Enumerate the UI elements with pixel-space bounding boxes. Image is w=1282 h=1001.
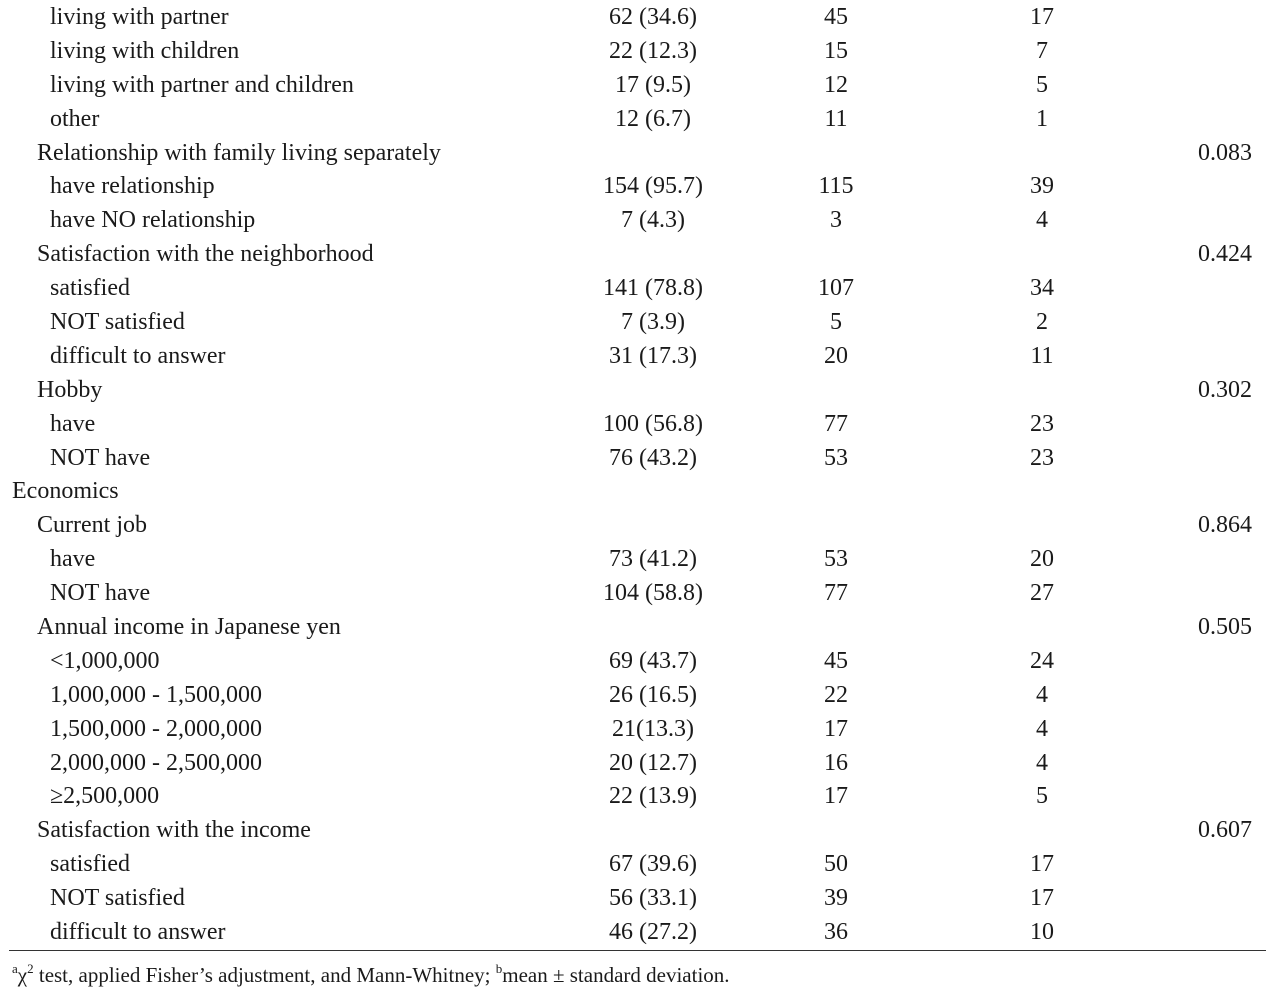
cell-group-2-count: 39 bbox=[1030, 173, 1054, 200]
cell-total-n-percent: 73 (41.2) bbox=[609, 546, 697, 573]
category-row bbox=[0, 713, 1282, 747]
cell-total-n-percent: 22 (12.3) bbox=[609, 37, 697, 64]
cell-group-2-count: 24 bbox=[1030, 647, 1054, 674]
row-label: satisfied bbox=[50, 275, 130, 302]
cell-group-1-count: 17 bbox=[824, 783, 848, 810]
section-header-row bbox=[0, 475, 1282, 509]
cell-total-n-percent: 46 (27.2) bbox=[609, 919, 697, 946]
row-label: Hobby bbox=[37, 376, 103, 403]
cell-total-n-percent: 17 (9.5) bbox=[615, 71, 691, 98]
row-label: ≥2,500,000 bbox=[50, 783, 160, 810]
category-row bbox=[0, 543, 1282, 577]
category-row bbox=[0, 916, 1282, 950]
row-label: living with children bbox=[50, 37, 240, 64]
footnote-test-text: test, applied Fisher’s adjustment, and Mann-Whitney; bbox=[33, 963, 496, 987]
category-row bbox=[0, 103, 1282, 137]
cell-total-n-percent: 62 (34.6) bbox=[609, 4, 697, 30]
row-label: living with partner and children bbox=[50, 71, 354, 98]
cell-group-1-count: 11 bbox=[824, 105, 848, 132]
cell-group-2-count: 34 bbox=[1030, 275, 1054, 302]
cell-group-2-count: 4 bbox=[1036, 207, 1048, 234]
cell-total-n-percent: 31 (17.3) bbox=[609, 342, 697, 369]
cell-group-1-count: 22 bbox=[824, 681, 848, 708]
cell-group-1-count: 5 bbox=[830, 309, 842, 336]
variable-row bbox=[0, 509, 1282, 543]
variable-row bbox=[0, 814, 1282, 848]
cell-group-1-count: 17 bbox=[824, 715, 848, 742]
cell-total-n-percent: 141 (78.8) bbox=[603, 275, 703, 302]
category-row bbox=[0, 780, 1282, 814]
cell-group-1-count: 12 bbox=[824, 71, 848, 98]
cell-group-1-count: 39 bbox=[824, 885, 848, 912]
row-label: 1,500,000 - 2,000,000 bbox=[50, 715, 262, 742]
cell-group-1-count: 16 bbox=[824, 749, 848, 776]
row-label: <1,000,000 bbox=[50, 647, 160, 674]
category-row bbox=[0, 340, 1282, 374]
cell-group-2-count: 23 bbox=[1030, 410, 1054, 437]
cell-group-2-count: 27 bbox=[1030, 580, 1054, 607]
row-label: Relationship with family living separately bbox=[37, 139, 441, 166]
row-label: have bbox=[50, 410, 96, 437]
row-label: satisfied bbox=[50, 851, 130, 878]
variable-row bbox=[0, 374, 1282, 408]
cell-total-n-percent: 22 (13.9) bbox=[609, 783, 697, 810]
category-row bbox=[0, 645, 1282, 679]
row-label: have relationship bbox=[50, 173, 215, 200]
cell-group-1-count: 45 bbox=[824, 4, 848, 30]
cell-total-n-percent: 7 (3.9) bbox=[621, 309, 685, 336]
cell-total-n-percent: 20 (12.7) bbox=[609, 749, 697, 776]
data-table bbox=[0, 1, 1282, 950]
category-row bbox=[0, 408, 1282, 442]
cell-group-2-count: 5 bbox=[1036, 783, 1048, 810]
row-label: Economics bbox=[12, 478, 119, 505]
row-label: 2,000,000 - 2,500,000 bbox=[50, 749, 262, 776]
category-row bbox=[0, 170, 1282, 204]
category-row bbox=[0, 882, 1282, 916]
row-label: living with partner bbox=[50, 4, 229, 30]
cell-group-2-count: 4 bbox=[1036, 749, 1048, 776]
cell-group-2-count: 23 bbox=[1030, 444, 1054, 471]
category-row bbox=[0, 679, 1282, 713]
cell-group-2-count: 20 bbox=[1030, 546, 1054, 573]
footnote-superscript-2: 2 bbox=[27, 961, 34, 976]
cell-total-n-percent: 56 (33.1) bbox=[609, 885, 697, 912]
variable-row bbox=[0, 238, 1282, 272]
cell-group-2-count: 5 bbox=[1036, 71, 1048, 98]
cell-group-1-count: 115 bbox=[818, 173, 854, 200]
row-label: difficult to answer bbox=[50, 919, 226, 946]
cell-p-value: 0.302 bbox=[1198, 376, 1252, 403]
category-row bbox=[0, 306, 1282, 340]
row-label: have NO relationship bbox=[50, 207, 256, 234]
category-row bbox=[0, 1, 1282, 35]
row-label: other bbox=[50, 105, 100, 132]
cell-p-value: 0.505 bbox=[1198, 614, 1252, 641]
cell-group-1-count: 45 bbox=[824, 647, 848, 674]
cell-total-n-percent: 154 (95.7) bbox=[603, 173, 703, 200]
row-label: Current job bbox=[37, 512, 147, 539]
footnote-chi-symbol: χ bbox=[17, 963, 28, 987]
row-label: NOT have bbox=[50, 580, 151, 607]
cell-total-n-percent: 69 (43.7) bbox=[609, 647, 697, 674]
cell-group-2-count: 17 bbox=[1030, 851, 1054, 878]
category-row bbox=[0, 272, 1282, 306]
cell-group-1-count: 15 bbox=[824, 37, 848, 64]
category-row bbox=[0, 848, 1282, 882]
cell-total-n-percent: 12 (6.7) bbox=[615, 105, 691, 132]
cell-group-1-count: 53 bbox=[824, 546, 848, 573]
cell-group-2-count: 17 bbox=[1030, 4, 1054, 30]
cell-group-2-count: 1 bbox=[1036, 105, 1048, 132]
cell-group-1-count: 107 bbox=[818, 275, 854, 302]
table-bottom-rule bbox=[9, 950, 1266, 951]
cell-total-n-percent: 104 (58.8) bbox=[603, 580, 703, 607]
cell-total-n-percent: 76 (43.2) bbox=[609, 444, 697, 471]
cell-p-value: 0.607 bbox=[1198, 817, 1252, 844]
cell-group-2-count: 4 bbox=[1036, 715, 1048, 742]
variable-row bbox=[0, 611, 1282, 645]
cell-total-n-percent: 7 (4.3) bbox=[621, 207, 685, 234]
cell-group-1-count: 3 bbox=[830, 207, 842, 234]
cell-group-1-count: 53 bbox=[824, 444, 848, 471]
cell-total-n-percent: 26 (16.5) bbox=[609, 681, 697, 708]
category-row bbox=[0, 747, 1282, 781]
category-row bbox=[0, 442, 1282, 476]
row-label: have bbox=[50, 546, 96, 573]
row-label: Satisfaction with the income bbox=[37, 817, 311, 844]
cell-p-value: 0.864 bbox=[1198, 512, 1252, 539]
row-label: difficult to answer bbox=[50, 342, 226, 369]
footnote-marker-a: a bbox=[12, 961, 18, 976]
category-row bbox=[0, 204, 1282, 238]
cell-p-value: 0.083 bbox=[1198, 139, 1252, 166]
cell-total-n-percent: 67 (39.6) bbox=[609, 851, 697, 878]
row-label: NOT have bbox=[50, 444, 151, 471]
cell-group-2-count: 7 bbox=[1036, 37, 1048, 64]
table-footnote bbox=[12, 960, 730, 990]
cell-group-2-count: 4 bbox=[1036, 681, 1048, 708]
row-label: NOT satisfied bbox=[50, 885, 185, 912]
footnote-mean-text: mean ± standard deviation. bbox=[502, 963, 730, 987]
category-row bbox=[0, 69, 1282, 103]
category-row bbox=[0, 577, 1282, 611]
cell-total-n-percent: 100 (56.8) bbox=[603, 410, 703, 437]
row-label: 1,000,000 - 1,500,000 bbox=[50, 681, 262, 708]
category-row bbox=[0, 35, 1282, 69]
cell-group-1-count: 20 bbox=[824, 342, 848, 369]
cell-group-1-count: 50 bbox=[824, 851, 848, 878]
cell-p-value: 0.424 bbox=[1198, 241, 1252, 268]
row-label: NOT satisfied bbox=[50, 309, 185, 336]
cell-group-1-count: 36 bbox=[824, 919, 848, 946]
cell-total-n-percent: 21(13.3) bbox=[612, 715, 694, 742]
cell-group-2-count: 11 bbox=[1030, 342, 1054, 369]
row-label: Satisfaction with the neighborhood bbox=[37, 241, 374, 268]
cell-group-2-count: 17 bbox=[1030, 885, 1054, 912]
footnote-marker-b: b bbox=[495, 961, 503, 976]
cell-group-2-count: 10 bbox=[1030, 919, 1054, 946]
cell-group-1-count: 77 bbox=[824, 410, 848, 437]
variable-row bbox=[0, 137, 1282, 171]
row-label: Annual income in Japanese yen bbox=[37, 614, 341, 641]
cell-group-1-count: 77 bbox=[824, 580, 848, 607]
cell-group-2-count: 2 bbox=[1036, 309, 1048, 336]
